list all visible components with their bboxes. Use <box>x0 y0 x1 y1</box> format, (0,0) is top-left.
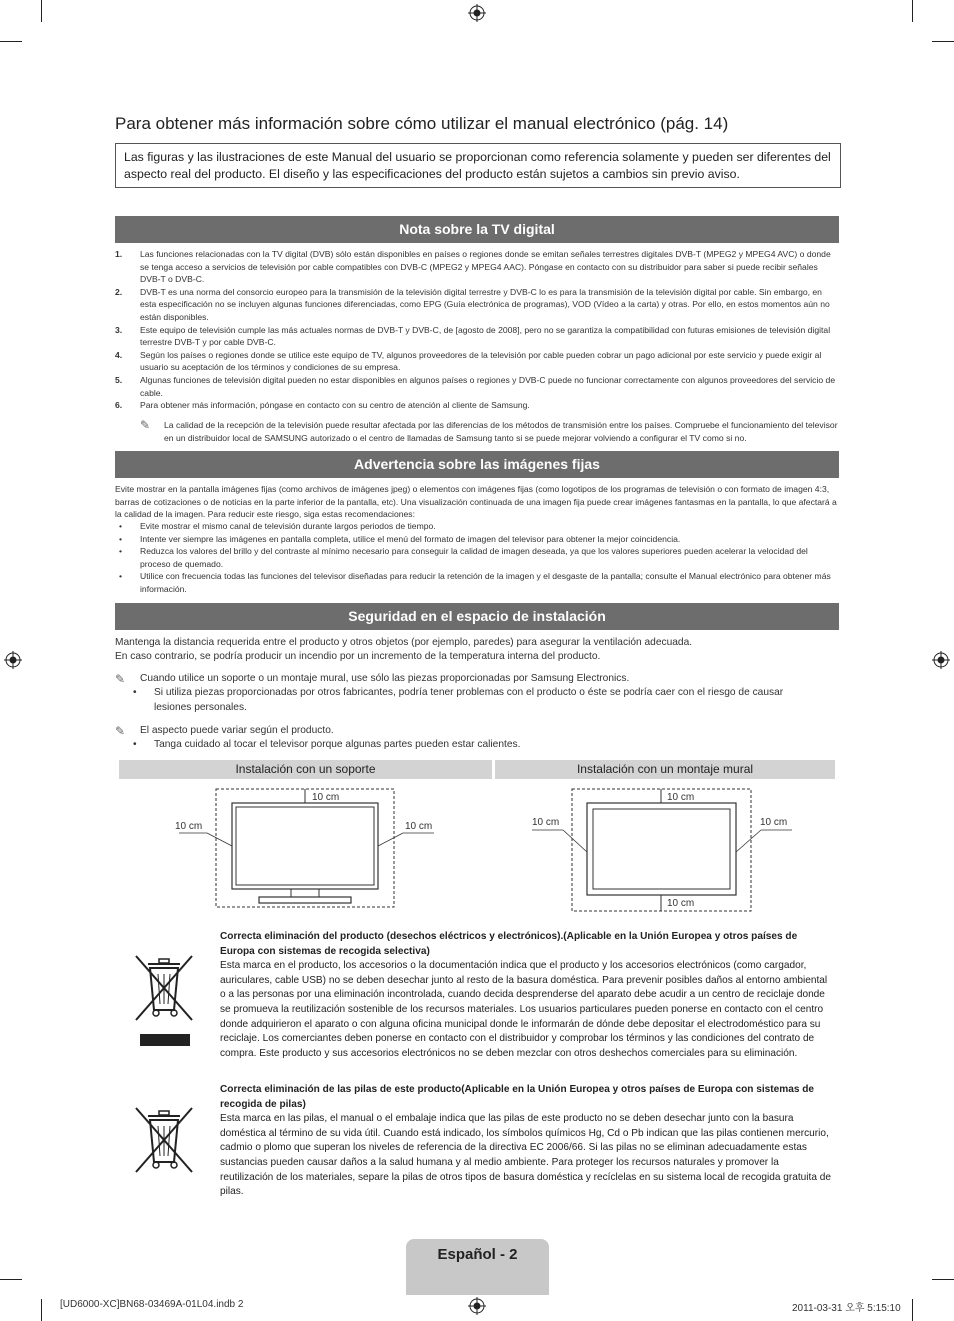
product-disposal-block <box>220 930 832 1061</box>
registration-mark-icon <box>468 4 486 22</box>
list-item: • Evite mostrar el mismo canal de televisión durante largos periodos de tiempo. <box>115 520 839 533</box>
crop-mark <box>932 41 954 42</box>
list-text: Este equipo de televisión cumple las más actuales normas de DVB-T y DVB-C, de [agosto de 2008], pero no se garantiza la compatibilidad con futuras emisiones de televisión digital terrestre DVB-T y por cable DVB-C. <box>140 324 831 348</box>
crop-mark <box>0 1279 22 1280</box>
section-title-digital-tv: Nota sobre la TV digital <box>115 216 839 243</box>
list-number: 2. <box>115 286 123 297</box>
list-number: 5. <box>115 374 123 385</box>
page-number-label: Español - 2 <box>406 1239 549 1295</box>
note-text: La calidad de la recepción de la televisión puede resultar afectada por las diferencias de los métodos de transmisión entre los países. Compruebe el funcionamiento del televisor en un distribuidor local de SAMSUNG autorizado o el centro de llamadas de Samsung tanto si se puede mejorar volviendo a configurar el TV como si no. <box>164 420 838 443</box>
list-item: • Si utiliza piezas proporcionadas por otros fabricantes, podría tener problemas con el producto o éste se podría caer con el riesgo de causar lesiones personales. <box>129 686 815 715</box>
list-text: Según los países o regiones donde se utilice este equipo de TV, algunos proveedores de la televisión por cable pueden cobrar un pago adicional por este servicio y puede exigir al usuario su aceptación de los términos y condiciones de su empresa. <box>140 349 822 373</box>
registration-mark-icon <box>932 651 950 669</box>
list-item: • Reduzca los valores del brillo y del contraste al mínimo necesario para conseguir la calidad de imagen deseada, ya que los valores superiores pueden acelerar la velocidad del proceso de quemado. <box>115 545 839 570</box>
battery-disposal-title: Correcta eliminación de las pilas de este producto(Aplicable en la Unión Europea y otros países de Europa con sistemas de recogida de pilas) <box>220 1084 815 1110</box>
list-text: Las funciones relacionadas con la TV digital (DVB) sólo están disponibles en países o regiones donde se emitan señales terrestres digitales DVB-T (MPEG2 y MPEG4 AVC) o donde se tenga acceso a servicios de televisión por cable compatibles con DVB-C (MPEG2 y MPEG4 AAC). Póngase en contacto con su distribuidor para saber si puede recibir señales DVB-T o DVB-C. <box>140 249 831 285</box>
crop-mark <box>912 0 913 22</box>
list-number: 1. <box>115 249 123 259</box>
list-text: Algunas funciones de televisión digital pueden no estar disponibles en algunos países o regiones y DVB-C puede no funcionar correctamente con algunos proveedores del servicio de cable. <box>140 374 836 398</box>
note-block <box>115 672 815 715</box>
list-text: Para obtener más información, póngase en contacto con su centro de atención al cliente de Samsung. <box>140 400 530 411</box>
stand-installation-diagram <box>119 782 492 914</box>
registration-mark-icon <box>4 651 22 669</box>
footer-timestamp: 2011-03-31 오후 5:15:10 <box>792 1303 901 1314</box>
crop-mark <box>41 0 42 22</box>
distance-label: 10 cm <box>532 817 560 828</box>
note-pencil-icon: ✎ <box>115 672 126 686</box>
list-item <box>115 374 839 399</box>
list-item <box>115 286 839 324</box>
list-item: • Intente ver siempre las imágenes en pantalla completa, utilice el menú del formato de imagen del televisor para obtener la mejor coincidencia. <box>115 533 839 546</box>
list-number: 4. <box>115 349 123 360</box>
product-disposal-text: Esta marca en el producto, los accesorios o la documentación indica que el producto y los accesorios electrónicos (como cargador, auriculares, cable USB) no se deben desechar junto al resto de la basura doméstica. Para prevenir posibles daños al entorno ambiental o a las personas por una eliminación incontrolada, cuando decida desprenderse del aparato debe acudir a un centro de reciclaje donde se promueva la reutilización sostenible de los recursos materiales. Los usuarios particulares pueden ponerse en contacto con el centro donde adquirieron el aparato o con alguna oficina municipal donde le informarán de dónde debe depositar el electrodoméstico para su reciclaje. Los comerciantes deben ponerse en contacto con el distribuidor y comprobar los términos y las condiciones del contrato de compra. Este producto y sus accesorios electrónicos no se deben mezclar con otros deshechos comerciales para su eliminación. <box>220 960 828 1059</box>
crop-mark <box>0 41 22 42</box>
stand-installation-label: Instalación con un soporte <box>119 760 492 779</box>
battery-disposal-block <box>220 1083 832 1200</box>
note-block <box>115 724 815 753</box>
distance-label: 10 cm <box>175 821 203 832</box>
list-item: • Tanga cuidado al tocar el televisor porque algunas partes pueden estar calientes. <box>129 738 815 752</box>
registration-mark-icon <box>468 1297 486 1315</box>
wall-mount-installation-diagram <box>495 782 835 914</box>
list-item <box>115 399 839 412</box>
distance-label: 10 cm <box>405 821 433 832</box>
product-disposal-title: Correcta eliminación del producto (desechos eléctricos y electrónicos).(Aplicable en la Unión Europea y otros países de Europa con sistemas de recogida selectiva) <box>220 931 798 957</box>
section-title-safety: Seguridad en el espacio de instalación <box>115 603 839 630</box>
distance-label: 10 cm <box>667 792 695 803</box>
note-bullets <box>129 738 815 752</box>
safety-intro <box>115 636 839 665</box>
list-item: • Utilice con frecuencia todas las funciones del televisor diseñadas para reducir la retención de la imagen y el desgaste de la pantalla; consulte el Manual electrónico para obtener más información. <box>115 570 839 595</box>
crop-mark <box>932 1279 954 1280</box>
safety-intro-line: Mantenga la distancia requerida entre el producto y otros objetos (por ejemplo, paredes) para asegurar la ventilación adecuada. <box>115 637 693 648</box>
battery-disposal-text: Esta marca en las pilas, el manual o el embalaje indica que las pilas de este producto no se deben desechar junto con la basura doméstica al término de su vida útil. Cuando está indicado, los símbolos químicos Hg, Cd o Pb indican que las pilas contienen mercurio, cadmio o plomo que superan los niveles de referencia de la directiva EC 2006/66. Si las pilas no se eliminan adecuadamente estas sustancias pueden causar daños a la salud humana y al medio ambiente. Para proteger los recursos naturales y promover la reutilización de los materiales, separe la pilas de otros tipos de basura doméstica y recíclelas en su sistema local de recogida gratuita de pilas. <box>220 1113 831 1198</box>
list-number: 3. <box>115 324 123 335</box>
note-pencil-icon: ✎ <box>140 418 151 432</box>
crop-mark <box>41 1299 42 1321</box>
crossed-bin-icon <box>132 1104 196 1176</box>
wall-mount-installation-label: Instalación con un montaje mural <box>495 760 835 779</box>
note-bullets <box>129 686 815 715</box>
safety-intro-line: En caso contrario, se podría producir un incendio por un incremento de la temperatura interna del producto. <box>115 651 601 663</box>
section-title-still-images: Advertencia sobre las imágenes fijas <box>115 451 839 478</box>
note-block <box>140 419 840 444</box>
page-heading: Para obtener más información sobre cómo utilizar el manual electrónico (pág. 14) <box>115 114 729 133</box>
list-number: 6. <box>115 400 123 411</box>
digital-tv-list <box>115 248 839 412</box>
still-image-bullets <box>115 520 839 596</box>
list-item <box>115 248 839 286</box>
list-text: DVB-T es una norma del consorcio europeo para la transmisión de la televisión digital terrestre y DVB-C lo es para la transmisión de la televisión digital por cable. Sin embargo, en esta especificación no se incluyen algunas funciones diferenciadas, como EPG (Guía electrónica de programas), VOD (Vídeo a la carta) y otras. Por ello, en estos momentos aún no están disponibles. <box>140 286 830 322</box>
list-item <box>115 349 839 374</box>
list-item <box>115 324 839 349</box>
note-text: Cuando utilice un soporte o un montaje mural, use sólo las piezas proporcionadas por Samsung Electronics. <box>140 673 630 684</box>
distance-label: 10 cm <box>760 817 788 828</box>
disclaimer-box: Las figuras y las ilustraciones de este Manual del usuario se proporcionan como referencia solamente y pueden ser diferentes del aspecto real del producto. El diseño y las especificaciones del producto están sujetos a cambios sin previo aviso. <box>115 143 841 188</box>
note-pencil-icon: ✎ <box>115 724 126 738</box>
note-text: El aspecto puede variar según el producto. <box>140 725 334 736</box>
crop-mark <box>912 1299 913 1321</box>
distance-label: 10 cm <box>312 792 340 803</box>
footer-file-info: [UD6000-XC]BN68-03469A-01L04.indb 2 <box>60 1299 244 1310</box>
still-image-intro: Evite mostrar en la pantalla imágenes fijas (como archivos de imágenes jpeg) o elementos con imágenes fijas (como logotipos de los programas de televisión o con formato de imagen 4:3, barras de cotizaciones o de noticias en la parte inferior de la pantalla, etc). Una visualización continuada de una imagen fija puede crear imágenes fantasmas en la pantalla, lo que afectará a la calidad de la imagen. Para reducir este riesgo, siga estas recomendaciones: <box>115 484 837 520</box>
crossed-bin-icon <box>132 952 196 1048</box>
distance-label: 10 cm <box>667 898 695 909</box>
